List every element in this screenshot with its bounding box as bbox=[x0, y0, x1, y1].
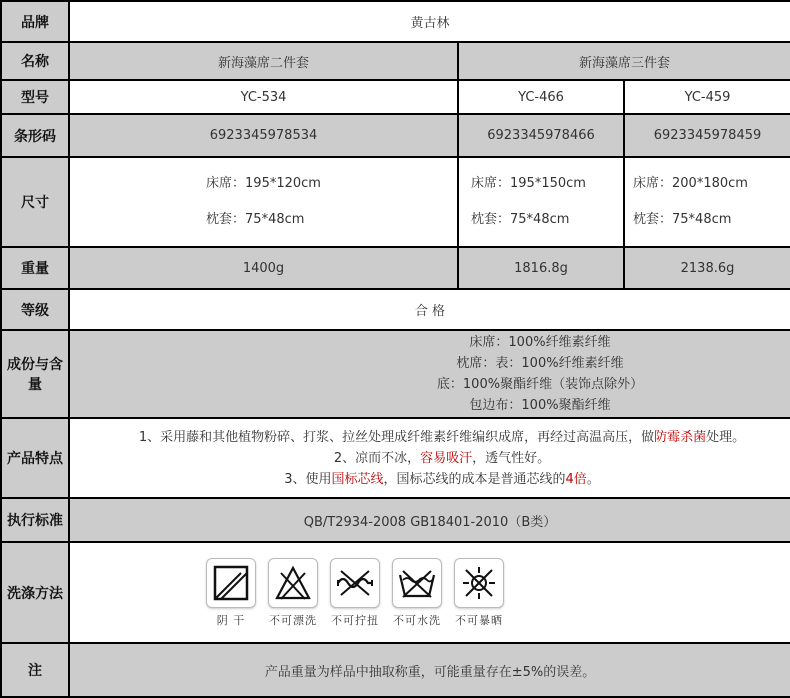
mat-size: 床席：200*180cm bbox=[633, 176, 748, 191]
pillow-size: 枕套：75*48cm bbox=[471, 212, 570, 227]
mat-size: 床席：195*150cm bbox=[471, 176, 586, 191]
pillow-size: 枕套：75*48cm bbox=[633, 212, 732, 227]
no-bleach-icon bbox=[268, 558, 318, 608]
model-value: YC-466 bbox=[458, 80, 624, 114]
composition-label: 成份与含量 bbox=[1, 330, 69, 418]
standard-value: QB/T2934-2008 GB18401-2010（B类） bbox=[69, 498, 790, 542]
highlight-text: 防霉杀菌 bbox=[654, 429, 707, 445]
size-value bbox=[69, 157, 458, 247]
highlight-text: 国标芯线 bbox=[331, 471, 384, 487]
feature-line-1: 1、采用藤和其他植物粉碎、打浆、拉丝处理成纤维素纤维编织成席，再经过高温高压，做防霉杀菌处理。 bbox=[138, 429, 746, 445]
washing-icons bbox=[69, 542, 790, 643]
feature-line-3: 3、使用国标芯线，国标芯线的成本是普通芯线的4倍。 bbox=[284, 471, 600, 487]
composition-line: 包边布：100%聚酯纤维 bbox=[469, 398, 611, 413]
barcode-value: 6923345978534 bbox=[69, 114, 458, 157]
size-value bbox=[458, 157, 624, 247]
pillow-size: 枕套：75*48cm bbox=[206, 212, 305, 227]
note-label: 注 bbox=[1, 643, 69, 697]
size-label: 尺寸 bbox=[1, 157, 69, 247]
note-row bbox=[1, 643, 790, 697]
name-label: 名称 bbox=[1, 42, 69, 80]
wash-label: 不可水洗 bbox=[393, 613, 441, 627]
weight-row bbox=[1, 247, 790, 289]
composition-value bbox=[69, 330, 790, 418]
features-row bbox=[1, 418, 790, 498]
weight-value: 1400g bbox=[69, 247, 458, 289]
highlight-text: 4倍 bbox=[565, 471, 587, 487]
features-label: 产品特点 bbox=[1, 418, 69, 498]
size-row bbox=[1, 157, 790, 247]
barcode-row bbox=[1, 114, 790, 157]
brand-label: 品牌 bbox=[1, 1, 69, 42]
barcode-value: 6923345978459 bbox=[624, 114, 790, 157]
name-row bbox=[1, 42, 790, 80]
standard-label: 执行标准 bbox=[1, 498, 69, 542]
model-row bbox=[1, 80, 790, 114]
composition-row bbox=[1, 330, 790, 418]
no-wash-icon bbox=[392, 558, 442, 608]
washing-label: 洗涤方法 bbox=[1, 542, 69, 643]
features-value bbox=[69, 418, 790, 498]
wash-label: 不可拧扭 bbox=[331, 613, 379, 627]
brand-value: 黄古林 bbox=[69, 1, 790, 42]
name-value-3pc: 新海藻席三件套 bbox=[458, 42, 790, 80]
wash-label: 不可暴晒 bbox=[455, 613, 503, 627]
wash-label: 阴 干 bbox=[216, 613, 246, 627]
barcode-value: 6923345978466 bbox=[458, 114, 624, 157]
weight-label: 重量 bbox=[1, 247, 69, 289]
standard-row bbox=[1, 498, 790, 542]
wash-item bbox=[205, 558, 257, 628]
no-wring-icon bbox=[330, 558, 380, 608]
highlight-text: 容易吸汗 bbox=[420, 450, 473, 466]
wash-item bbox=[267, 558, 319, 628]
model-value: YC-459 bbox=[624, 80, 790, 114]
wash-item bbox=[329, 558, 381, 628]
barcode-label: 条形码 bbox=[1, 114, 69, 157]
shade-dry-icon bbox=[206, 558, 256, 608]
weight-value: 1816.8g bbox=[458, 247, 624, 289]
washing-row bbox=[1, 542, 790, 643]
composition-line: 底：100%聚酯纤维（装饰点除外） bbox=[436, 377, 644, 392]
size-value bbox=[624, 157, 790, 247]
composition-line: 床席：100%纤维素纤维 bbox=[469, 335, 611, 350]
grade-row bbox=[1, 289, 790, 330]
model-value: YC-534 bbox=[69, 80, 458, 114]
weight-value: 2138.6g bbox=[624, 247, 790, 289]
composition-line: 枕席：表：100%纤维素纤维 bbox=[456, 356, 624, 371]
note-value: 产品重量为样品中抽取称重，可能重量存在±5%的误差。 bbox=[69, 643, 790, 697]
mat-size: 床席：195*120cm bbox=[206, 176, 321, 191]
feature-line-2: 2、凉而不冰，容易吸汗，透气性好。 bbox=[333, 450, 551, 466]
no-sun-icon bbox=[454, 558, 504, 608]
wash-label: 不可漂洗 bbox=[269, 613, 317, 627]
wash-item bbox=[453, 558, 505, 628]
model-label: 型号 bbox=[1, 80, 69, 114]
name-value-2pc: 新海藻席二件套 bbox=[69, 42, 458, 80]
grade-label: 等级 bbox=[1, 289, 69, 330]
brand-row bbox=[1, 1, 790, 42]
wash-item bbox=[391, 558, 443, 628]
grade-value: 合 格 bbox=[69, 289, 790, 330]
